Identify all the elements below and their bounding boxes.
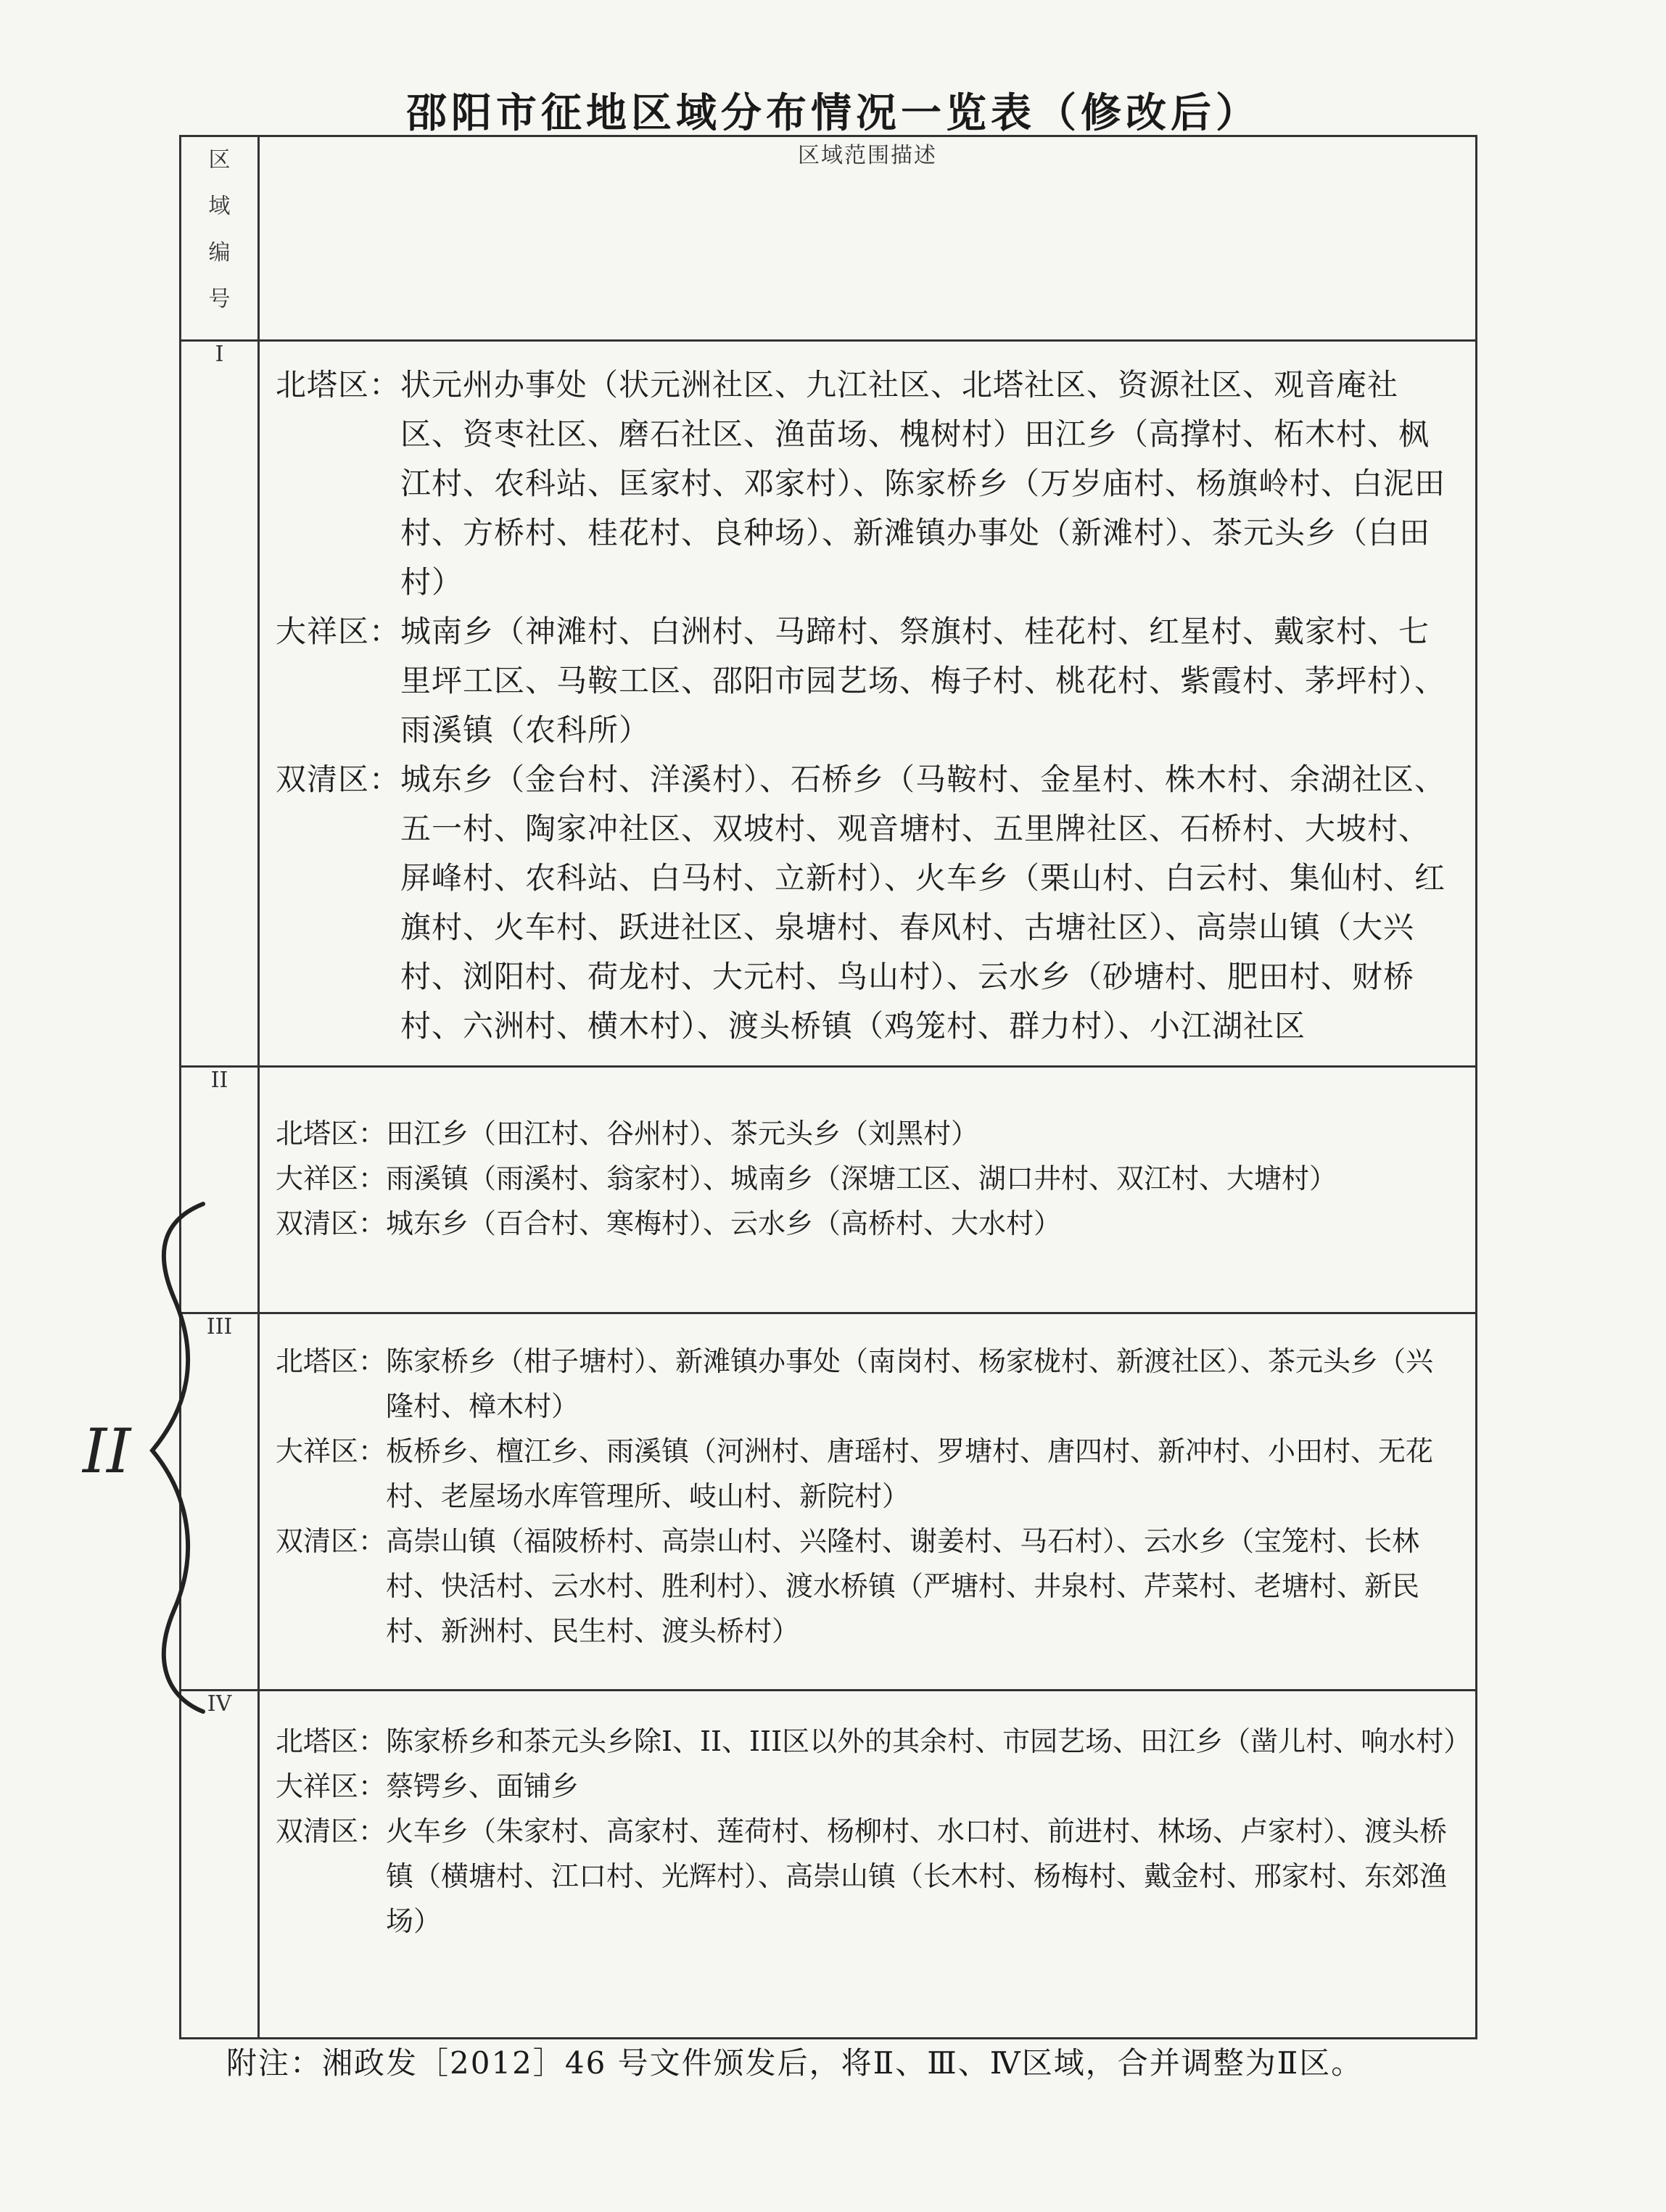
- district-entry: [276, 607, 1458, 755]
- district-name: 北塔区：: [276, 1118, 387, 1150]
- district-entry: [276, 1339, 1458, 1429]
- district-name: 北塔区：: [276, 1345, 387, 1377]
- district-name: 双清区：: [276, 1208, 387, 1239]
- district-villages: 城东乡（百合村、寒梅村）、云水乡（高桥村、大水村）: [386, 1208, 1062, 1239]
- district-name: 双清区：: [276, 762, 401, 797]
- district-name: 北塔区：: [276, 1725, 387, 1757]
- district-villages: 板桥乡、檀江乡、雨溪镇（河洲村、唐瑶村、罗塘村、唐四村、新冲村、小田村、无花村、老屋场水库管理所、岐山村、新院村）: [386, 1435, 1434, 1512]
- district-villages: 蔡锷乡、面铺乡: [386, 1770, 580, 1802]
- district-villages: 陈家桥乡和茶元头乡除I、II、III区以外的其余村、市园艺场、田江乡（凿儿村、响水村）: [386, 1725, 1472, 1757]
- zone-code-cell: [181, 341, 259, 1067]
- footnote: 附注：湘政发［2012］46 号文件颁发后，将Ⅱ、Ⅲ、Ⅳ区域，合并调整为Ⅱ区。: [226, 2045, 1364, 2081]
- zone-code: II: [210, 1068, 228, 1093]
- district-villages: 高崇山镇（福陂桥村、高崇山村、兴隆村、谢姜村、马石村）、云水乡（宝笼村、长林村、快活村、云水村、胜利村）、渡水桥镇（严塘村、井泉村、芹菜村、老塘村、新民村、新洲村、民生村、渡头桥村）: [386, 1525, 1420, 1647]
- zone-code: I: [215, 342, 224, 367]
- district-entry: [276, 1201, 1458, 1246]
- district-entry: [276, 1429, 1458, 1519]
- table-row: [181, 1067, 1477, 1313]
- district-villages: 田江乡（田江村、谷州村）、茶元头乡（刘黑村）: [386, 1118, 979, 1150]
- district-entry: [276, 1809, 1458, 1944]
- district-entry: [276, 360, 1458, 607]
- district-name: 大祥区：: [276, 1163, 387, 1194]
- header-description-label: 区域范围描述: [798, 143, 937, 168]
- zone-code-cell: [181, 1691, 259, 2039]
- district-name: 大祥区：: [276, 1435, 387, 1467]
- district-villages: 城南乡（神滩村、白洲村、马蹄村、祭旗村、桂花村、红星村、戴家村、七里坪工区、马鞍工区、邵阳市园艺场、梅子村、桃花村、紫霞村、茅坪村）、雨溪镇（农科所）: [400, 614, 1446, 748]
- district-entry: [276, 1519, 1458, 1654]
- zone-description-cell: [259, 1313, 1477, 1691]
- district-villages: 火车乡（朱家村、高家村、莲荷村、杨柳村、水口村、前进村、林场、卢家村）、渡头桥镇（横塘村、江口村、光辉村）、高崇山镇（长木村、杨梅村、戴金村、邢家村、东郊渔场）: [386, 1815, 1448, 1937]
- zone-description-cell: [259, 341, 1477, 1067]
- district-villages: 城东乡（金台村、洋溪村）、石桥乡（马鞍村、金星村、株木村、余湖社区、五一村、陶家冲社区、双坡村、观音塘村、五里牌社区、石桥村、大坡村、屏峰村、农科站、白马村、立新村）、火车乡（栗山村、白云村、集仙村、红旗村、火车村、跃进社区、泉塘村、春风村、古塘社区）、高崇山镇（大兴村、浏阳村、荷龙村、大元村、鸟山村）、云水乡（砂塘村、肥田村、财桥村、六洲村、横木村）、渡头桥镇（鸡笼村、群力村）、小江湖社区: [400, 762, 1446, 1044]
- district-entry: [276, 1111, 1458, 1156]
- header-description: [259, 136, 1477, 341]
- header-zone-code: [181, 136, 259, 341]
- district-name: 大祥区：: [276, 614, 401, 649]
- zone-description-cell: [259, 1691, 1477, 2039]
- zone-description-cell: [259, 1067, 1477, 1313]
- district-villages: 状元州办事处（状元洲社区、九江社区、北塔社区、资源社区、观音庵社区、资枣社区、磨石社区、渔苗场、槐树村）田江乡（高撑村、柘木村、枫江村、农科站、匡家村、邓家村）、陈家桥乡（万岁庙村、杨旗岭村、白泥田村、方桥村、桂花村、良种场）、新滩镇办事处（新滩村）、茶元头乡（白田村）: [400, 367, 1446, 600]
- document-title: 邵阳市征地区域分布情况一览表（修改后）: [406, 89, 1261, 137]
- district-name: 北塔区：: [276, 367, 401, 403]
- district-name: 双清区：: [276, 1525, 387, 1557]
- district-entry: [276, 1156, 1458, 1201]
- district-entry: [276, 1764, 1458, 1809]
- district-villages: 陈家桥乡（柑子塘村）、新滩镇办事处（南岗村、杨家栊村、新渡社区）、茶元头乡（兴隆村、樟木村）: [386, 1345, 1434, 1422]
- district-name: 大祥区：: [276, 1770, 387, 1802]
- district-entry: [276, 1719, 1472, 1764]
- table-header-row: [181, 136, 1477, 341]
- table-row: [181, 1313, 1477, 1691]
- district-villages: 雨溪镇（雨溪村、翁家村）、城南乡（深塘工区、湖口井村、双江村、大塘村）: [386, 1163, 1337, 1194]
- handwritten-brace-annotation: [73, 1189, 232, 1726]
- table-row: [181, 341, 1477, 1067]
- zone-code: III: [206, 1314, 233, 1340]
- district-name: 双清区：: [276, 1815, 387, 1847]
- brace-mark: [152, 1204, 203, 1712]
- zone-table: [179, 135, 1477, 2039]
- district-entry: [276, 755, 1458, 1051]
- table-row: [181, 1691, 1477, 2039]
- handwritten-zone-label: II: [83, 1416, 131, 1487]
- header-zone-code-label: 区域编号: [208, 147, 231, 312]
- zone-code: IV: [207, 1691, 232, 1717]
